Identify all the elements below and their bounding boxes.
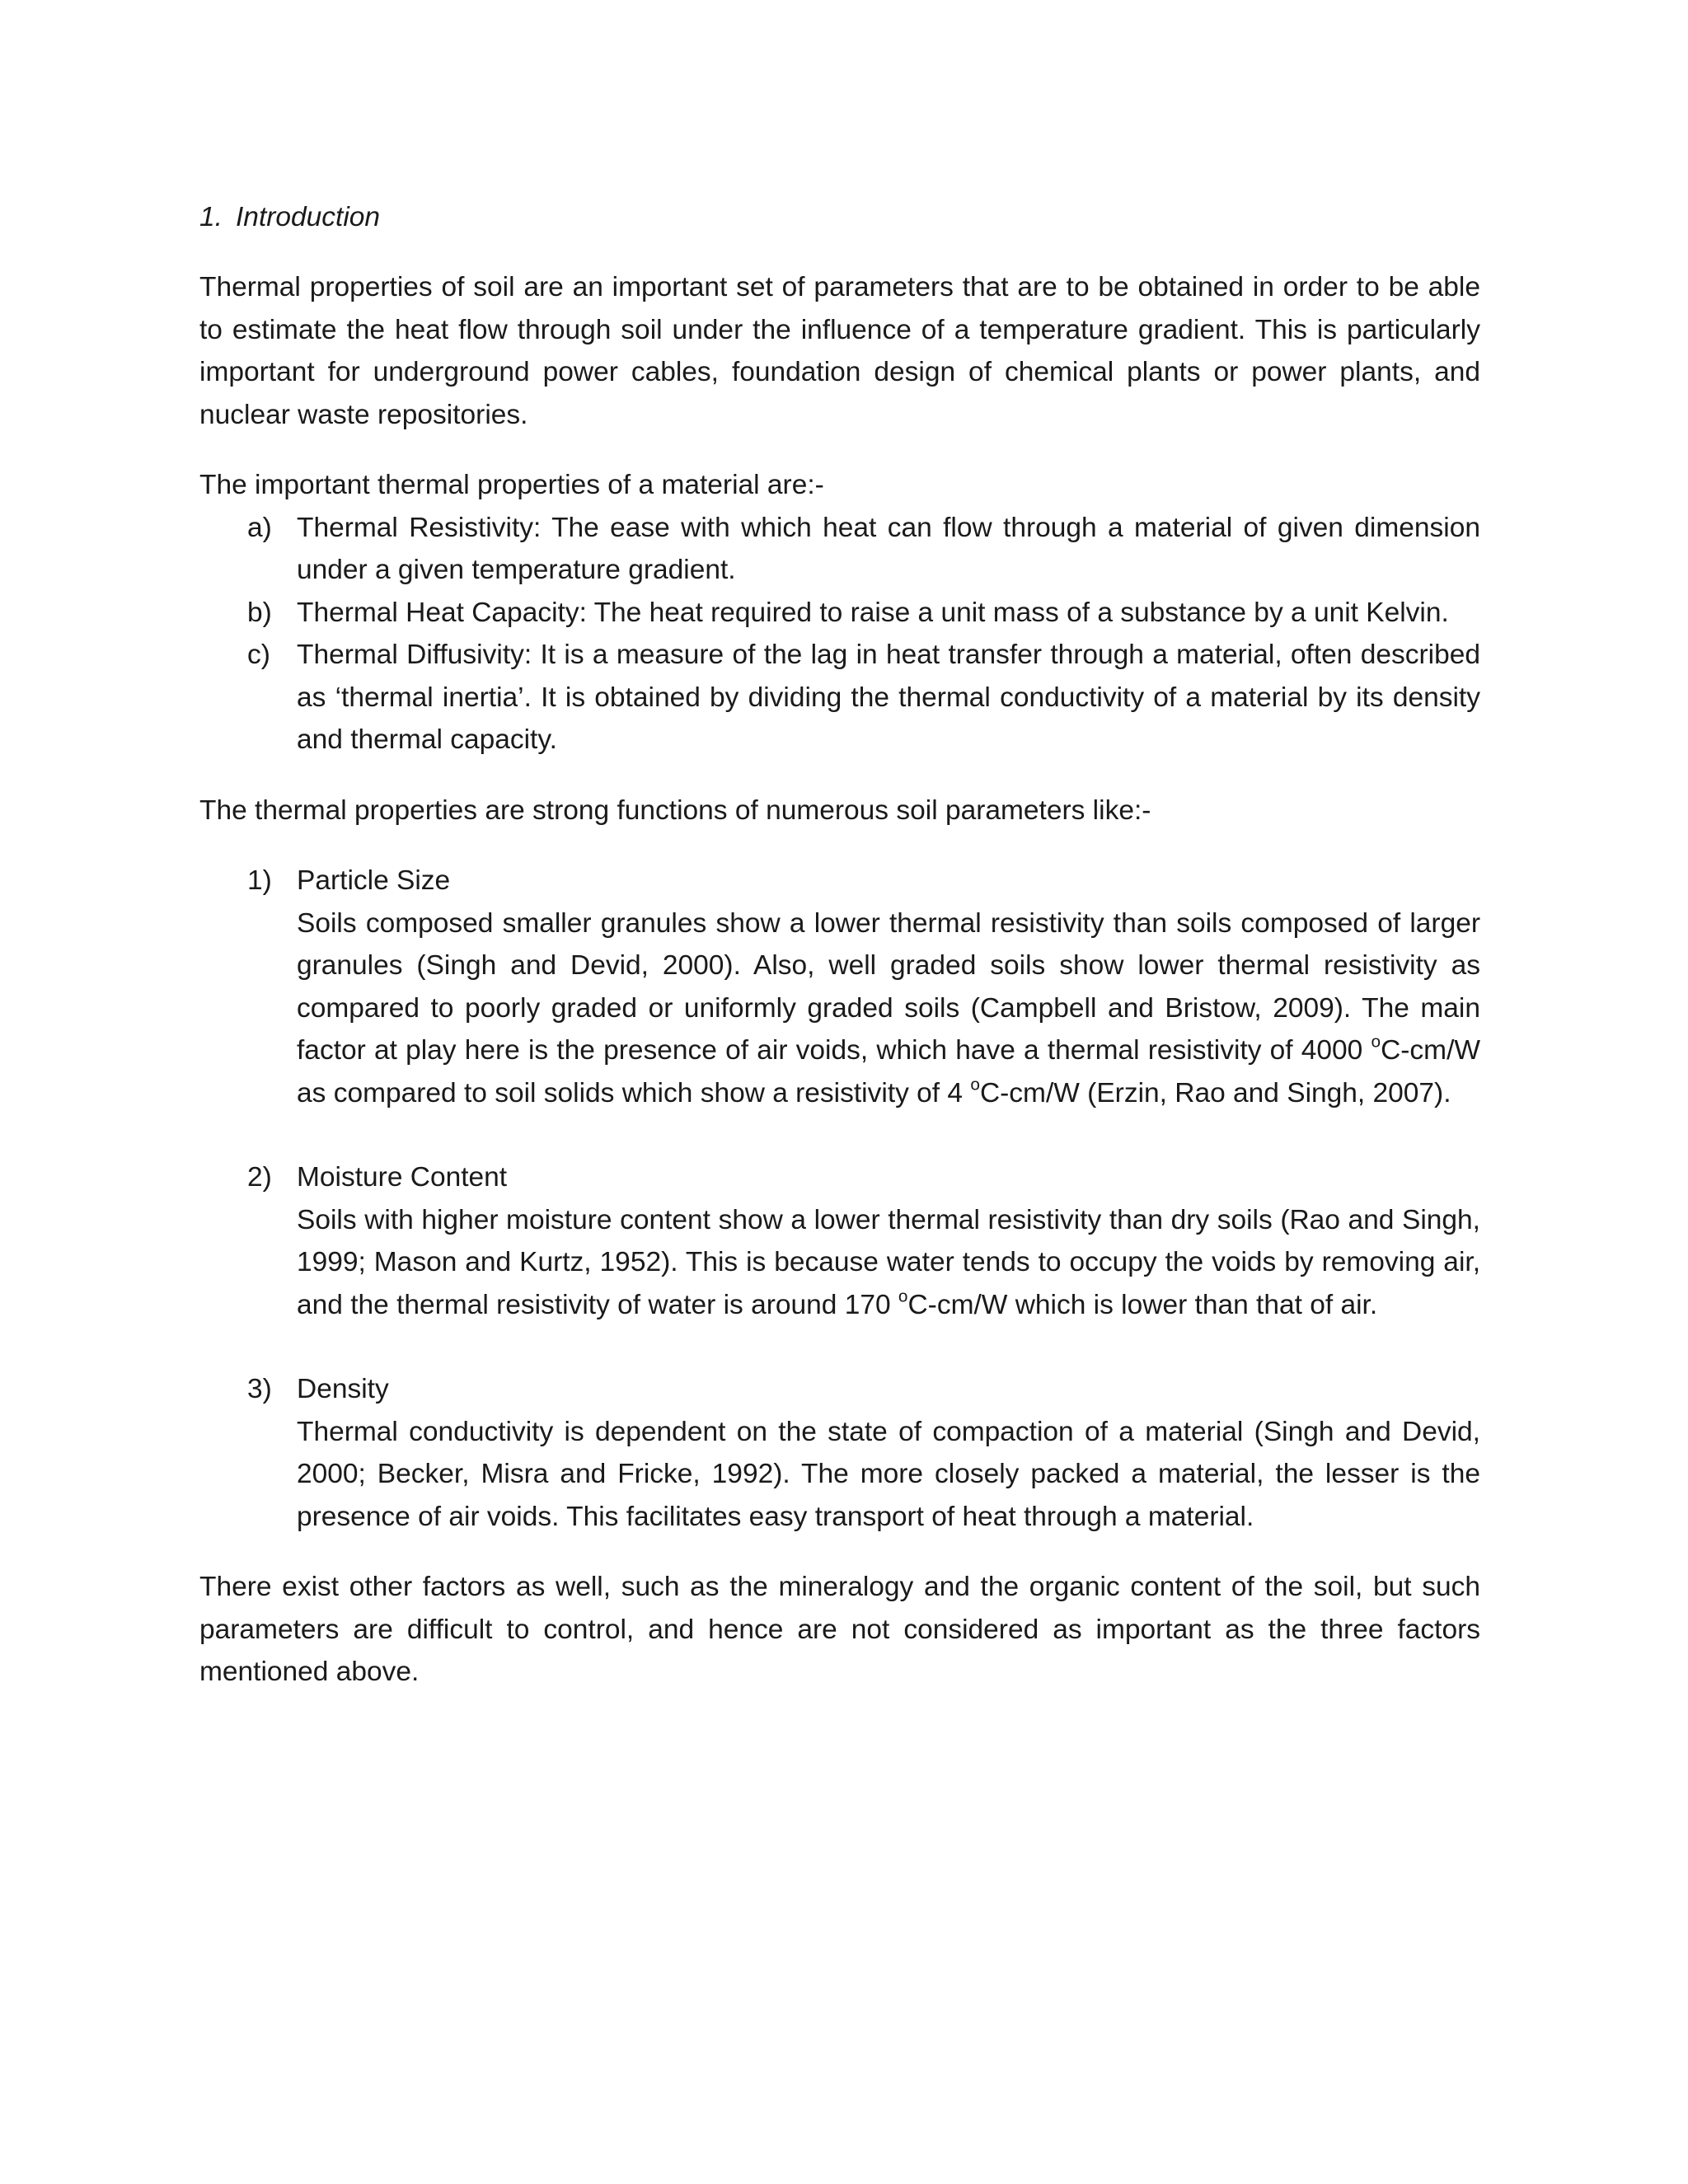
- list-item: [199, 860, 1480, 1114]
- list-item: [199, 507, 1480, 592]
- properties-list: [199, 507, 1480, 762]
- section-title: Introduction: [236, 202, 381, 232]
- degree-symbol: o: [1371, 1032, 1381, 1052]
- list-marker: 1): [247, 865, 272, 896]
- list-marker: 3): [247, 1374, 272, 1404]
- list-marker: c): [247, 640, 270, 670]
- factor-body: Soils with higher moisture content show a lower thermal resistivity than dry soils (Rao and Singh, 1999; Mason and Kurtz, 1952). This is because water tends to occupy the voids by removing air, and the thermal resistivity of water is around 170 $^o$C-cm/W which is lower than that of air.: [297, 1204, 1480, 1320]
- list-marker: 2): [247, 1162, 272, 1193]
- factors-lead: The thermal properties are strong functions of numerous soil parameters like:-: [199, 794, 1151, 826]
- list-marker: a): [247, 512, 272, 543]
- factors-list: [199, 860, 1480, 1538]
- document-page: [199, 196, 1480, 1694]
- list-item: [199, 634, 1480, 762]
- degree-symbol: o: [898, 1286, 908, 1305]
- list-item-text: Thermal Heat Capacity: The heat required to raise a unit mass of a substance by a unit Kelvin.: [297, 597, 1449, 628]
- factor-body: Thermal conductivity is dependent on the state of compaction of a material (Singh and Devid, 2000; Becker, Misra and Fricke, 1992). The more closely packed a material, the lesser is the presence of air voids. This facilitates easy transport of heat through a material.: [297, 1416, 1480, 1532]
- list-item: [199, 1156, 1480, 1326]
- list-item-text: Thermal Diffusivity: It is a measure of the lag in heat transfer through a material, often described as ‘thermal inertia’. It is obtained by dividing the thermal conductivity of a material by its density and thermal capacity.: [297, 640, 1480, 755]
- closing-paragraph: There exist other factors as well, such as the mineralogy and the organic content of the soil, but such parameters are difficult to control, and hence are not considered as important as the three factors mentioned above.: [199, 1572, 1480, 1687]
- factor-title: Particle Size: [297, 865, 451, 896]
- list-marker: b): [247, 597, 272, 628]
- degree-symbol: o: [970, 1074, 980, 1094]
- list-item: [199, 592, 1480, 635]
- factor-title: Moisture Content: [297, 1162, 508, 1193]
- list-item-text: Thermal Resistivity: The ease with which heat can flow through a material of given dimension under a given temperature gradient.: [297, 512, 1480, 585]
- factor-title: Density: [297, 1374, 389, 1404]
- properties-lead: The important thermal properties of a material are:-: [199, 470, 824, 500]
- list-item: [199, 1368, 1480, 1538]
- section-number: 1.: [199, 202, 223, 232]
- intro-paragraph: Thermal properties of soil are an important set of parameters that are to be obtained in order to be able to estimate the heat flow through soil under the influence of a temperature gradient. This is particularly important for underground power cables, foundation design of chemical plants or power plants, and nuclear waste repositories.: [199, 272, 1480, 430]
- factor-body: Soils composed smaller granules show a lower thermal resistivity than soils composed of larger granules (Singh and Devid, 2000). Also, well graded soils show lower thermal resistivity as compared to poorly graded or uniformly graded soils (Campbell and Bristow, 2009). The main factor at play here is the presence of air voids, which have a thermal resistivity of 4000 $^o$C-cm/W as compared to soil solids which show a resistivity of 4 $^o$C-cm/W (Erzin, Rao and Singh, 2007).: [297, 907, 1480, 1108]
- section-heading: [199, 196, 1480, 238]
